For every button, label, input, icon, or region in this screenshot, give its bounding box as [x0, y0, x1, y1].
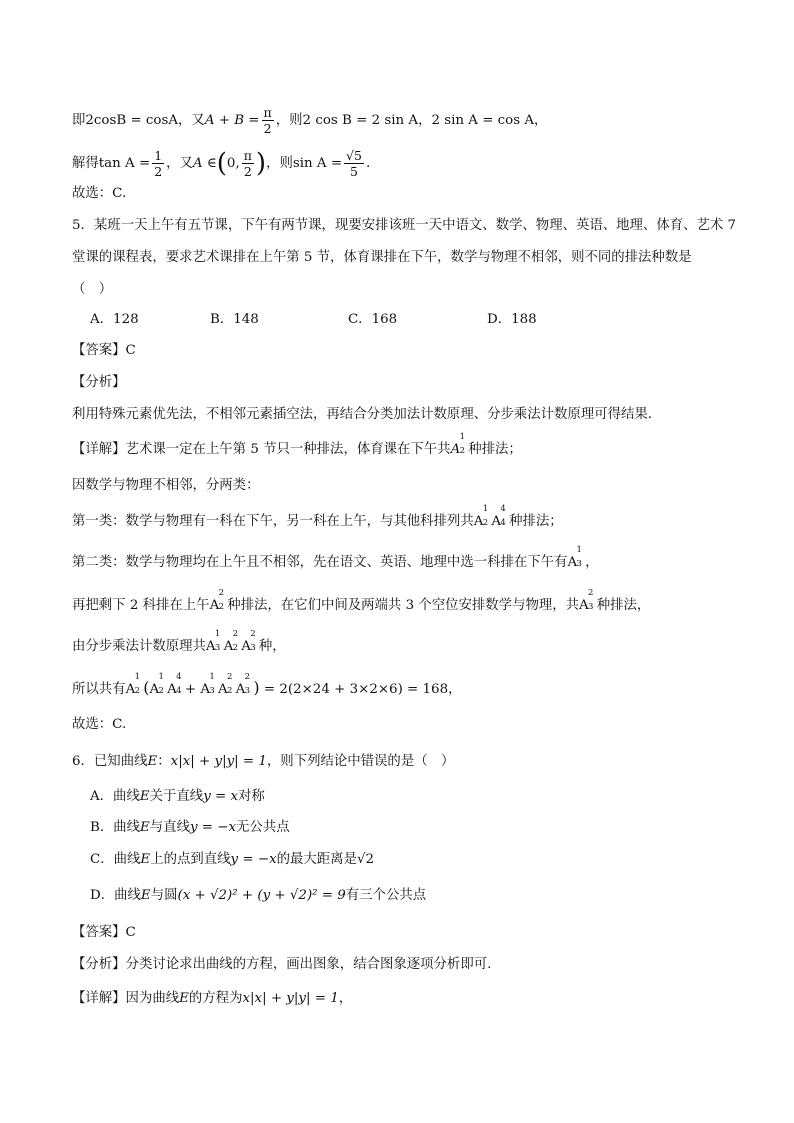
text: 种， — [258, 639, 286, 654]
equation: (x + √2)² + (y + √2)² = 9 — [177, 888, 346, 903]
question-5-analysis: 利用特殊元素优先法，不相邻元素插空法，再结合分类加法计数原理、分步乘法计数原理可得结果. — [72, 407, 653, 422]
text: 即 — [72, 113, 86, 128]
equation: x|x| + y|y| = 1 — [242, 991, 339, 1006]
arrangement-symbol: A 2 2 — [223, 629, 238, 654]
equation: x|x| + y|y| = 1 — [170, 754, 267, 769]
text: 关于直线 — [149, 789, 204, 804]
arrangement-symbol: A 1 2 — [450, 432, 465, 457]
question-6-option-b — [90, 818, 290, 838]
text: 与直线 — [149, 820, 190, 835]
text: ， — [418, 113, 432, 128]
arrangement-symbol: A 2 2 — [217, 672, 233, 697]
text: 第二类：数学与物理均在上午且不相邻，先在语文、英语、地理中选一科排在下午有 — [72, 555, 568, 570]
curve-name: E — [147, 754, 158, 769]
text: 种排法； — [468, 442, 522, 457]
question-5-option-b: B．148 — [210, 312, 259, 327]
arrangement-symbol: A 1 2 — [149, 672, 164, 697]
equation: √2 — [356, 852, 375, 867]
text: ，则 — [266, 156, 293, 171]
text: 【详解】艺术课一定在上午第 5 节只一种排法，体育课在下午共 — [72, 442, 451, 457]
text: D．曲线 — [90, 888, 141, 903]
text: 第一类：数学与物理有一科在下午，另一科在上午，与其他科排列共 — [72, 514, 474, 529]
text: 所以共有 — [72, 682, 126, 697]
text: 再把剩下 2 科排在上午 — [72, 598, 210, 613]
arrangement-symbol: A 1 3 — [200, 672, 215, 697]
text: ，则 — [275, 113, 303, 128]
text: 【详解】因为曲线 — [72, 991, 180, 1006]
arrangement-symbol: A 2 3 — [235, 672, 251, 697]
text: ： — [157, 754, 171, 769]
question-5-stem-3: （ ） — [72, 282, 113, 297]
equation: A ∈ — [192, 156, 217, 171]
question-6-answer: 【答案】C — [72, 925, 136, 940]
equation: y = x — [203, 789, 239, 804]
text: ，又 — [178, 113, 205, 128]
equation: A + B = — [204, 113, 260, 128]
denominator: 2 — [263, 121, 272, 136]
text: 对称 — [238, 789, 265, 804]
question-5-detail-4 — [72, 545, 734, 573]
text: B．曲线 — [90, 820, 141, 835]
solution-line-2 — [72, 148, 734, 179]
equation: y = −x — [230, 852, 277, 867]
text: A．曲线 — [90, 789, 140, 804]
text: 解得 — [72, 156, 99, 171]
arrangement-symbol: A 1 2 — [125, 672, 140, 697]
left-paren: ( — [216, 148, 227, 179]
equation: 0, — [226, 156, 240, 171]
question-5-end: 故选：C. — [72, 717, 127, 732]
arrangement-symbol: A 1 2 — [473, 504, 489, 529]
arrangement-symbol: A 2 3 — [579, 588, 594, 613]
curve-name: E — [179, 991, 189, 1006]
text: 与圆 — [150, 888, 178, 903]
text: 由分步乘法计数原理共 — [72, 639, 206, 654]
question-6-detail — [72, 989, 734, 1009]
denominator: 2 — [243, 164, 252, 179]
text: ， — [585, 555, 599, 570]
text: 种排法； — [509, 514, 563, 529]
numerator: π — [263, 105, 272, 120]
text: ，则下列结论中错误的是（ ） — [266, 754, 455, 769]
question-5-detail-7: 所以共有A 1 2 (A 1 2 A 4 4 + A 1 3 A 2 2 A 2 3 ) = 2(2×24 + 3×2×6) = 168， — [72, 678, 734, 700]
text: 有三个公共点 — [345, 888, 427, 903]
right-paren: ) — [255, 148, 267, 179]
arrangement-symbol: A 2 2 — [209, 588, 224, 613]
solution-line-1 — [72, 105, 734, 136]
arrangement-symbol: A 1 3 — [567, 545, 582, 570]
conclusion-line: 故选：C. — [72, 186, 127, 201]
question-5-answer: 【答案】C — [72, 343, 136, 358]
question-6-option-d — [90, 886, 426, 906]
arrangement-symbol: A 1 3 — [205, 629, 221, 654]
equation: y = −x — [189, 820, 237, 835]
text: C．曲线 — [90, 852, 141, 867]
question-5-option-a: A．128 — [90, 312, 139, 327]
question-5-analysis-tag: 【分析】 — [72, 375, 126, 390]
question-5-detail-6 — [72, 629, 734, 657]
text: ， — [534, 113, 548, 128]
equation: 2 cos B = 2 sin A — [302, 113, 419, 128]
equation: tan A = — [98, 156, 151, 171]
arrangement-symbol: A 2 3 — [241, 629, 256, 654]
fraction — [344, 148, 364, 179]
denominator: 5 — [350, 164, 358, 179]
curve-name: E — [140, 852, 151, 867]
question-6-option-a — [90, 787, 265, 807]
fraction — [242, 148, 254, 179]
question-5-detail-5 — [72, 588, 734, 616]
numerator: π — [243, 148, 252, 163]
text: 的最大距离是 — [276, 852, 357, 867]
text: 种排法，在它们中间及两端共 3 个空位安排数学与物理，共 — [227, 598, 580, 613]
question-5-stem-1: 5．某班一天上午有五节课，下午有两节课，现要安排该班一天中语文、数学、物理、英语、地理、体育、艺术 7 — [72, 218, 737, 233]
question-5-stem-2: 堂课的课程表，要求艺术课排在上午第 5 节，体育课排在下午，数学与物理不相邻，则不同的排法种数是 — [72, 250, 692, 265]
question-5-option-c: C．168 — [348, 312, 398, 327]
arrangement-symbol: A 4 4 — [491, 504, 506, 529]
question-6-analysis: 【分析】分类讨论求出曲线的方程，画出图象，结合图象逐项分析即可. — [72, 957, 492, 972]
curve-name: E — [140, 888, 151, 903]
fraction — [152, 148, 164, 179]
question-5-detail-1 — [72, 432, 734, 460]
text: ，又 — [166, 156, 193, 171]
arrangement-symbol: A 4 4 — [167, 672, 182, 697]
text: 无公共点 — [236, 820, 290, 835]
text: ， — [338, 991, 353, 1006]
denominator: 2 — [154, 164, 163, 179]
question-6-stem — [72, 752, 734, 772]
question-5-option-d: D．188 — [487, 312, 537, 327]
equation: 2 sin A = cos A — [431, 113, 535, 128]
text: . — [365, 156, 371, 171]
numerator: 1 — [154, 148, 163, 163]
text: 6．已知曲线 — [72, 754, 148, 769]
equation: 2cosB = cosA — [85, 113, 179, 128]
numerator: √5 — [346, 148, 362, 163]
text: 的方程为 — [188, 991, 243, 1006]
question-6-option-c — [90, 850, 374, 870]
equation: = 2(2×24 + 3×2×6) = 168， — [263, 682, 462, 697]
question-5-detail-2: 因数学与物理不相邻，分两类： — [72, 478, 260, 493]
curve-name: E — [139, 789, 150, 804]
question-5-detail-3 — [72, 504, 734, 532]
fraction — [262, 105, 274, 136]
curve-name: E — [140, 820, 150, 835]
text: 上的点到直线 — [150, 852, 231, 867]
equation: sin A = — [292, 156, 343, 171]
text: 种排法， — [596, 598, 651, 613]
